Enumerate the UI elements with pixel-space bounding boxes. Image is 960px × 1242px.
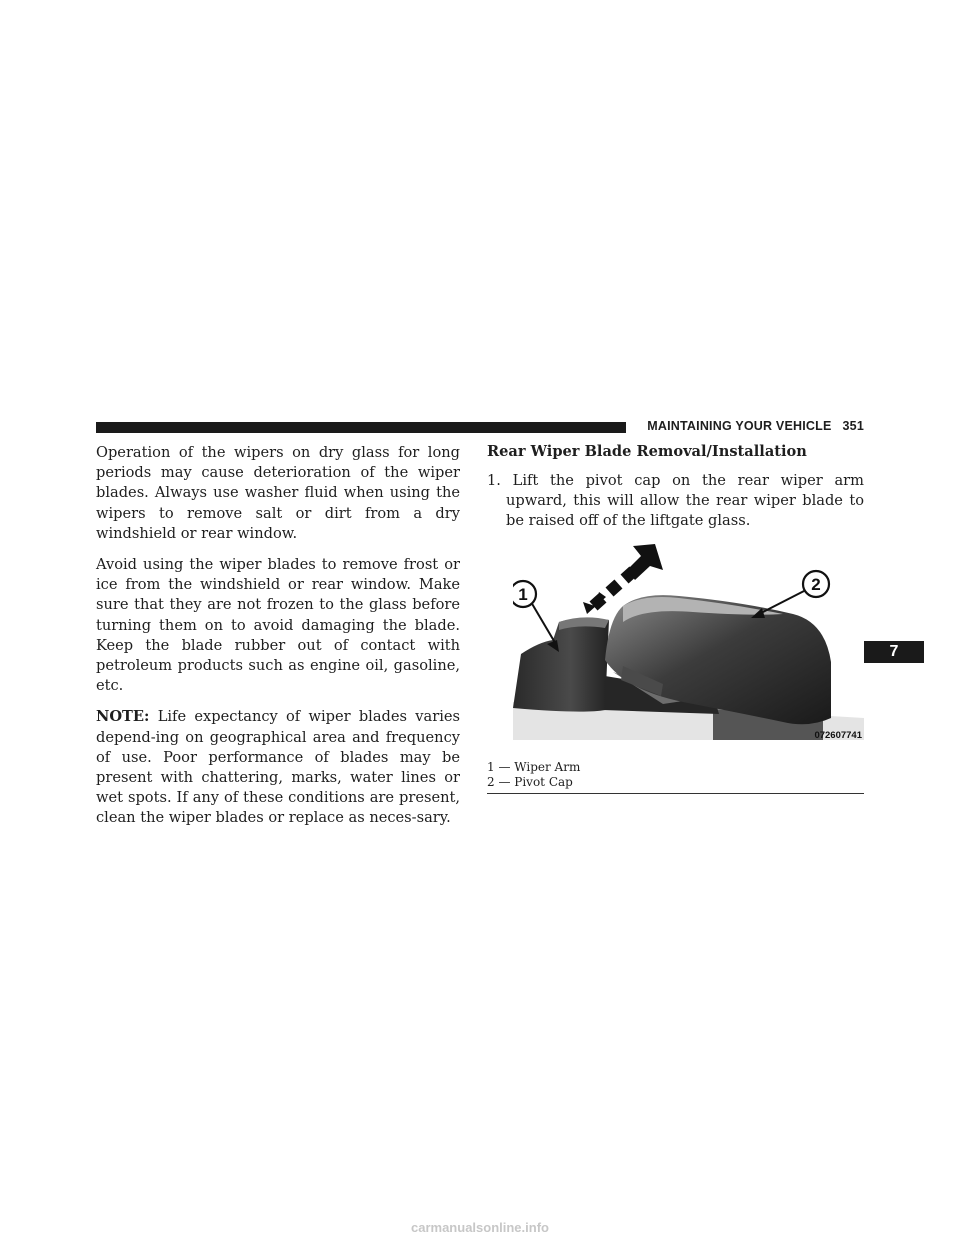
section-heading: Rear Wiper Blade Removal/Installation: [487, 443, 807, 460]
caption-wiper-arm: 1 — Wiper Arm: [487, 760, 581, 774]
wiper-figure: [513, 542, 864, 740]
section-title: MAINTAINING YOUR VEHICLE: [647, 419, 832, 433]
running-header: [636, 419, 864, 433]
left-column: [96, 443, 460, 840]
header-rule: [96, 422, 626, 433]
figure-caption: [487, 760, 864, 794]
chapter-tab: 7: [864, 641, 924, 663]
caption-pivot-cap: 2 — Pivot Cap: [487, 775, 573, 789]
page-number: 351: [842, 419, 864, 433]
note-label: NOTE:: [96, 708, 150, 726]
watermark: carmanualsonline.info: [411, 1220, 549, 1235]
paragraph-dry-glass: Operation of the wipers on dry glass for long periods may cause deterioration of the wiper blades. Always use washer fluid when using the wipers to remove salt or dirt from a dry windshield or rear window.: [96, 444, 460, 542]
note-paragraph: [96, 707, 460, 828]
right-column: [487, 442, 864, 532]
pivot-cap-illustration: [513, 542, 864, 740]
note-text: Life expectancy of wiper blades varies depend-ing on geographical area and frequency of use. Poor performance of blades may be present with chattering, marks, water lines or wet spots. If any of these conditions are present, clean the wiper blades or replace as neces-sary.: [96, 708, 460, 827]
figure-id: 072607741: [814, 730, 862, 740]
callout-2-label: 2: [811, 575, 821, 594]
callout-1-label: 1: [518, 585, 528, 604]
paragraph-frost: Avoid using the wiper blades to remove frost or ice from the windshield or rear window. Make sure that they are not frozen to the glass before turning them on to avoid damaging the blade. Keep the blade rubber out of contact with petroleum products such as engine oil, gasoline, etc.: [96, 556, 460, 695]
step-1: 1. Lift the pivot cap on the rear wiper arm upward, this will allow the rear wiper blade to be raised off of the liftgate glass.: [487, 472, 864, 530]
